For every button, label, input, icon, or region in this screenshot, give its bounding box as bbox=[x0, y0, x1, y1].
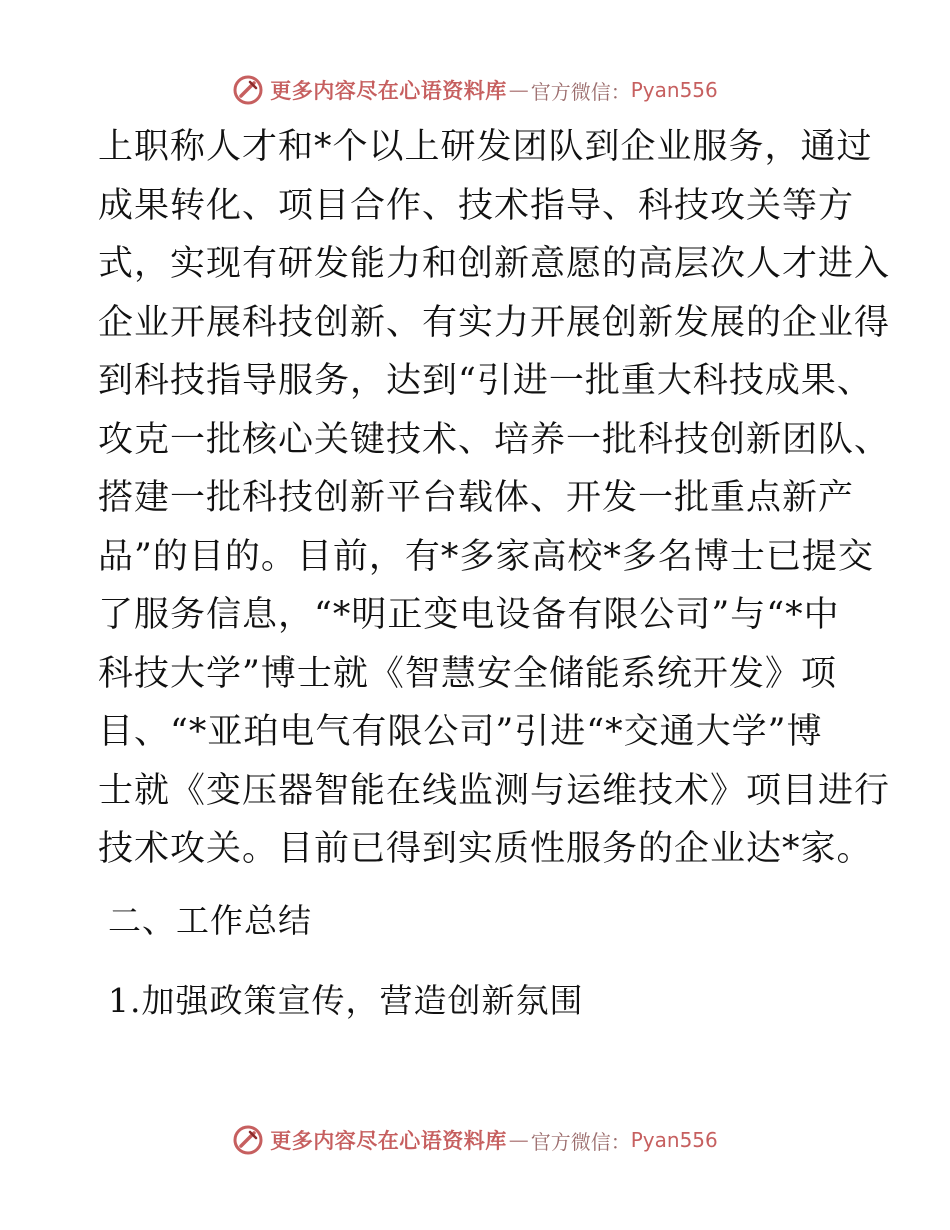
footer-watermark bbox=[0, 1120, 950, 1160]
watermark-dash: — bbox=[508, 1128, 529, 1152]
paragraph-line: 成果转化、项目合作、技术指导、科技攻关等方 bbox=[98, 185, 855, 226]
subsection-heading: 1.加强政策宣传，营造创新氛围 bbox=[108, 981, 584, 1020]
brand-logo-icon bbox=[232, 74, 264, 106]
section-heading: 二、工作总结 bbox=[108, 901, 312, 940]
paragraph-line: 企业开展科技创新、有实力开展创新发展的企业得 bbox=[98, 302, 891, 343]
watermark-dash: — bbox=[508, 78, 529, 102]
watermark-id: Pyan556 bbox=[630, 1128, 718, 1152]
paragraph-line: 技术攻关。目前已得到实质性服务的企业达*家。 bbox=[98, 829, 873, 869]
watermark-main-text: 更多内容尽在心语资料库 bbox=[270, 78, 507, 103]
brand-logo-icon bbox=[232, 1124, 264, 1156]
paragraph-line: 科技大学”博士就《智慧安全储能系统开发》项 bbox=[98, 653, 837, 694]
watermark-label: 官方微信： bbox=[530, 79, 631, 104]
paragraph-line: 攻克一批核心关键技术、培养一批科技创新团队、 bbox=[98, 419, 891, 460]
watermark-main-text: 更多内容尽在心语资料库 bbox=[270, 1128, 507, 1153]
paragraph-line: 上职称人才和*个以上研发团队到企业服务，通过 bbox=[98, 127, 873, 167]
watermark-id: Pyan556 bbox=[630, 78, 718, 102]
body-paragraph bbox=[98, 118, 891, 879]
paragraph-line: 目、“*亚珀电气有限公司”引进“*交通大学”博 bbox=[98, 712, 823, 752]
paragraph-line: 了服务信息，“*明正变电设备有限公司”与“*中 bbox=[98, 595, 840, 635]
paragraph-line: 式，实现有研发能力和创新意愿的高层次人才进入 bbox=[98, 244, 891, 284]
paragraph-line: 搭建一批科技创新平台载体、开发一批重点新产 bbox=[98, 478, 855, 518]
paragraph-line: 到科技指导服务，达到“引进一批重大科技成果、 bbox=[98, 361, 873, 401]
watermark-label: 官方微信： bbox=[530, 1129, 631, 1154]
paragraph-line: 品”的目的。目前，有*多家高校*多名博士已提交 bbox=[98, 536, 874, 577]
header-watermark bbox=[0, 70, 950, 110]
paragraph-line: 士就《变压器智能在线监测与运维技术》项目进行 bbox=[98, 770, 891, 811]
